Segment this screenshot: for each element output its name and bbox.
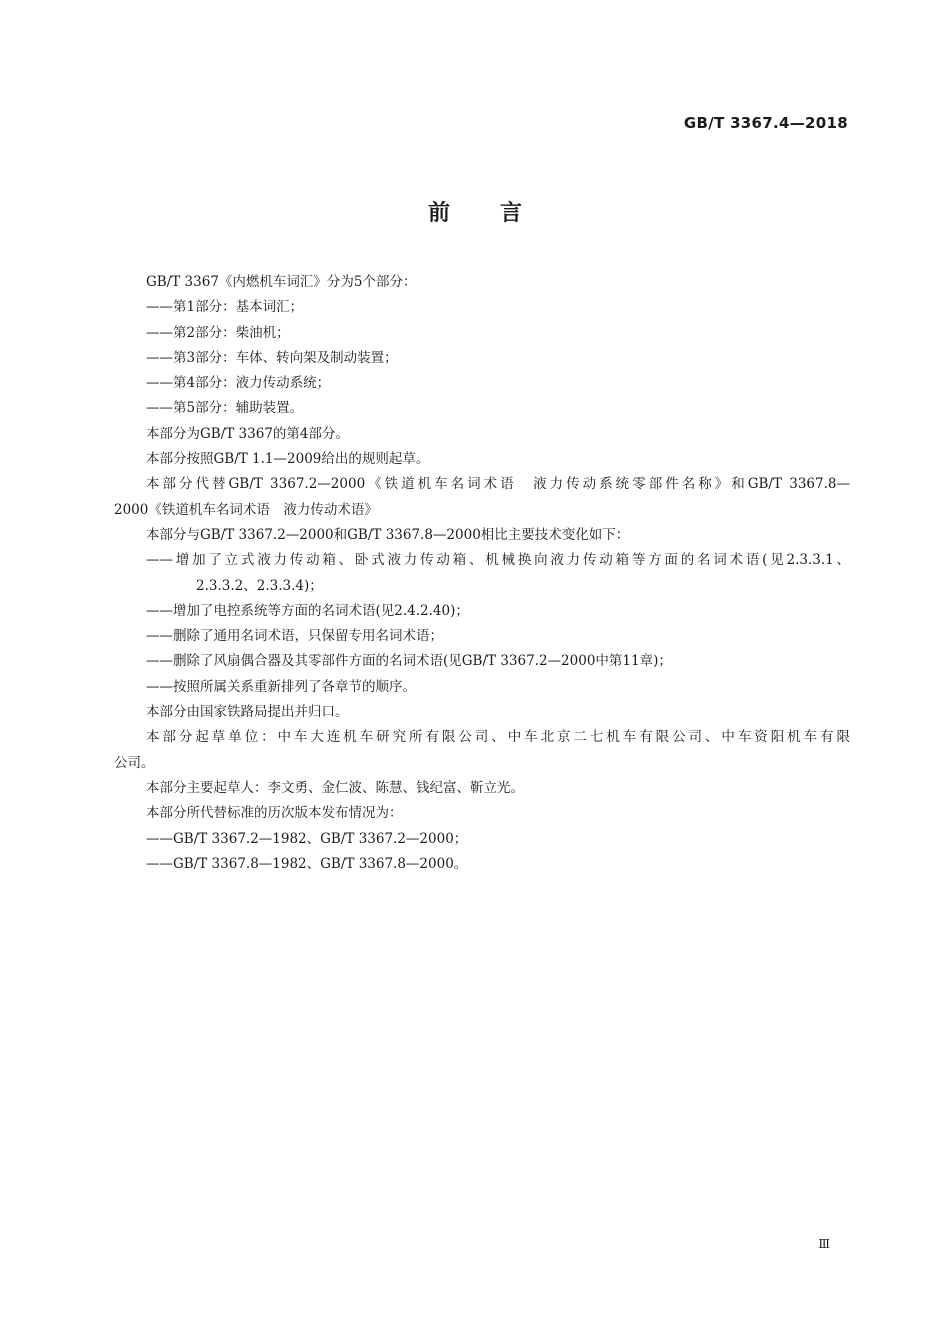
- foreword-body: [114, 270, 850, 877]
- text-line: ——第5部分：辅助装置。: [146, 400, 304, 417]
- text-line: ——第1部分：基本词汇；: [146, 299, 304, 316]
- text-line: 本部分由国家铁路局提出并归口。: [146, 704, 349, 721]
- text-line: 本部分为GB/T 3367的第4部分。: [146, 425, 349, 442]
- text-line: 2.3.3.2、2.3.3.4)；: [196, 577, 323, 594]
- text-line: 2000《铁道机车名词术语 液力传动术语》: [114, 501, 378, 518]
- text-line: 本部分主要起草人：李文勇、金仁波、陈慧、钱纪富、靳立光。: [146, 779, 524, 796]
- text-line: 本部分与GB/T 3367.2—2000和GB/T 3367.8—2000相比主要技术变化如下：: [146, 526, 630, 543]
- text-line: ——第3部分：车体、转向架及制动装置；: [146, 349, 398, 366]
- text-line: ——第2部分：柴油机；: [146, 324, 290, 341]
- standard-code: GB/T 3367.4—2018: [683, 114, 848, 132]
- page-title: 前言: [427, 201, 572, 226]
- text-line: ——GB/T 3367.8—1982、GB/T 3367.8—2000。: [146, 855, 468, 872]
- text-line: ——删除了通用名词术语，只保留专用名词术语；: [146, 628, 443, 645]
- text-line: ——删除了风扇偶合器及其零部件方面的名词术语(见GB/T 3367.2—2000中第11章)；: [146, 653, 672, 670]
- text-line: 公司。: [114, 754, 155, 771]
- text-line: ——按照所属关系重新排列了各章节的顺序。: [146, 678, 416, 695]
- text-line: 本部分所代替标准的历次版本发布情况为：: [146, 805, 403, 822]
- text-line: ——增加了立式液力传动箱、卧式液力传动箱、机械换向液力传动箱等方面的名词术语(见2.3.3.1、: [146, 552, 850, 569]
- text-line: 本部分起草单位：中车大连机车研究所有限公司、中车北京二七机车有限公司、中车资阳机车有限: [146, 729, 850, 746]
- text-line: ——第4部分：液力传动系统；: [146, 375, 331, 392]
- text-line: ——增加了电控系统等方面的名词术语(见2.4.2.40)；: [146, 602, 469, 619]
- text-line: ——GB/T 3367.2—1982、GB/T 3367.2—2000；: [146, 830, 468, 847]
- text-line: 本部分按照GB/T 1.1—2009给出的规则起草。: [146, 451, 430, 468]
- page-number: Ⅲ: [818, 1237, 830, 1251]
- text-line: 本部分代替GB/T 3367.2—2000《铁道机车名词术语 液力传动系统零部件名称》和GB/T 3367.8—: [146, 476, 850, 493]
- text-line: GB/T 3367《内燃机车词汇》分为5个部分：: [146, 274, 417, 290]
